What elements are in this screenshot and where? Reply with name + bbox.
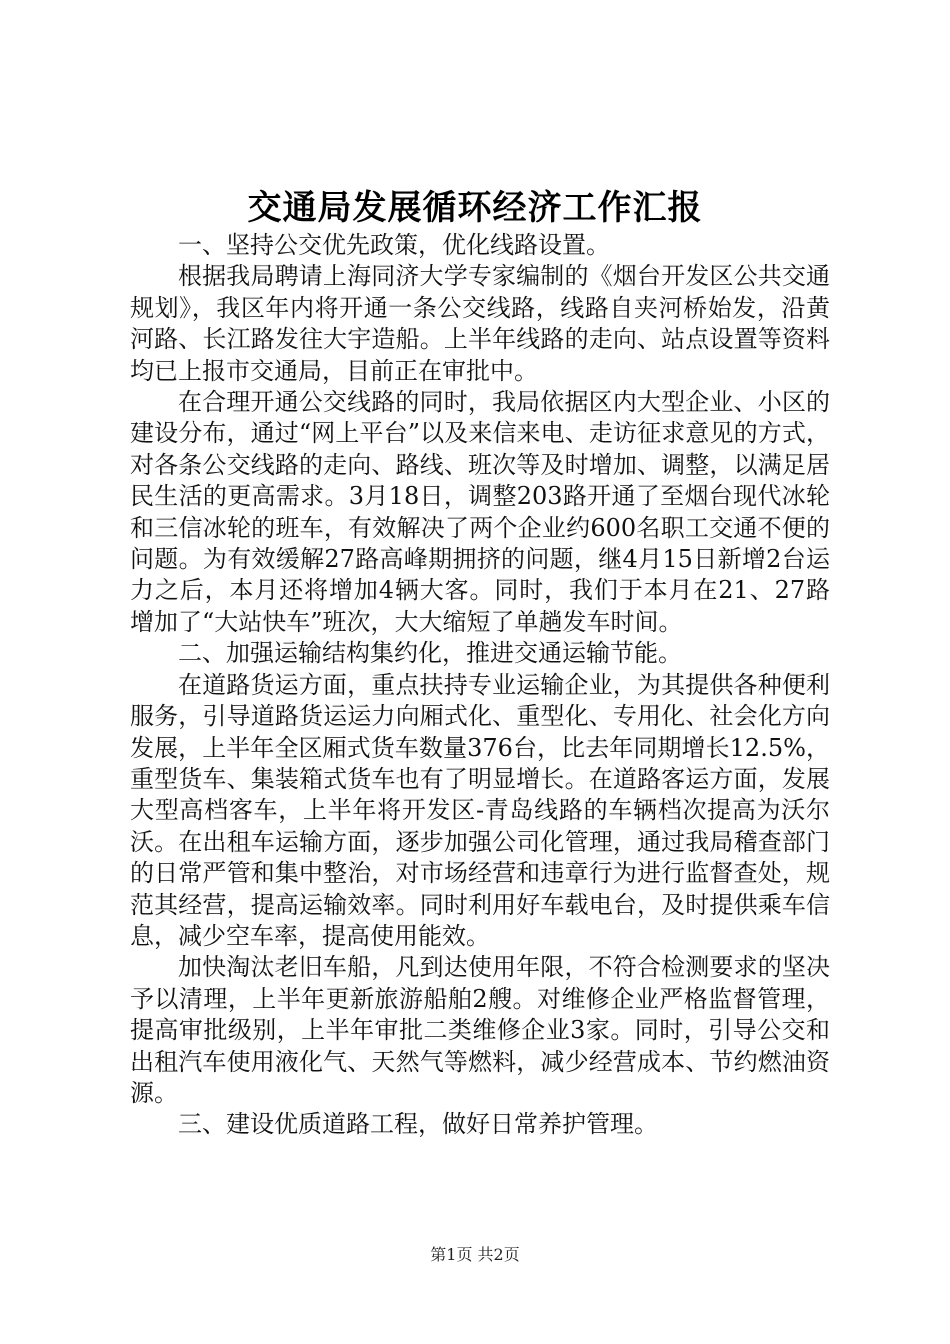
paragraph: 在道路货运方面，重点扶持专业运输企业，为其提供各种便利服务，引导道路货运运力向厢式化、重型化、专用化、社会化方向发展，上半年全区厢式货车数量376台，比去年同期增长12.5%，重型货车、集装箱式货车也有了明显增长。在道路客运方面，发展大型高档客车，上半年将开发区-青岛线路的车辆档次提高为沃尔沃。在出租车运输方面，逐步加强公司化管理，通过我局稽查部门的日常严管和集中整治，对市场经营和违章行为进行监督查处，规范其经营，提高运输效率。同时利用好车载电台，及时提供乘车信息，减少空车率，提高使用能效。 — [130, 670, 830, 950]
section-heading-2: 二、加强运输结构集约化，推进交通运输节能。 — [178, 639, 682, 668]
document-title: 交通局发展循环经济工作汇报 — [247, 188, 703, 228]
paragraph: 加快淘汰老旧车船，凡到达使用年限，不符合检测要求的坚决予以清理，上半年更新旅游船舶2艘。对维修企业严格监督管理，提高审批级别，上半年审批二类维修企业3家。同时，引导公交和出租汽车使用液化气、天然气等燃料，减少经营成本、节约燃油资源。 — [130, 953, 830, 1107]
paragraph: 在合理开通公交线路的同时，我局依据区内大型企业、小区的建设分布，通过“网上平台”以及来信来电、走访征求意见的方式，对各条公交线路的走向、路线、班次等及时增加、调整，以满足居民生活的更高需求。3月18日，调整203路开通了至烟台现代冰轮和三信冰轮的班车，有效解决了两个企业约600名职工交通不便的问题。为有效缓解27路高峰期拥挤的问题，继4月15日新增2台运力之后，本月还将增加4辆大客。同时，我们于本月在21、27路增加了“大站快车”班次，大大缩短了单趟发车时间。 — [130, 388, 830, 636]
section-heading-3: 三、建设优质道路工程，做好日常养护管理。 — [178, 1110, 658, 1139]
paragraph: 根据我局聘请上海同济大学专家编制的《烟台开发区公共交通规划》，我区年内将开通一条公交线路，线路自夹河桥始发，沿黄河路、长江路发往大宇造船。上半年线路的走向、站点设置等资料均已上报市交通局，目前正在审批中。 — [130, 262, 830, 385]
page-footer: 第1页 共2页 — [430, 1245, 520, 1264]
document-body — [130, 230, 830, 1141]
section-heading-1: 一、坚持公交优先政策，优化线路设置。 — [178, 231, 610, 259]
